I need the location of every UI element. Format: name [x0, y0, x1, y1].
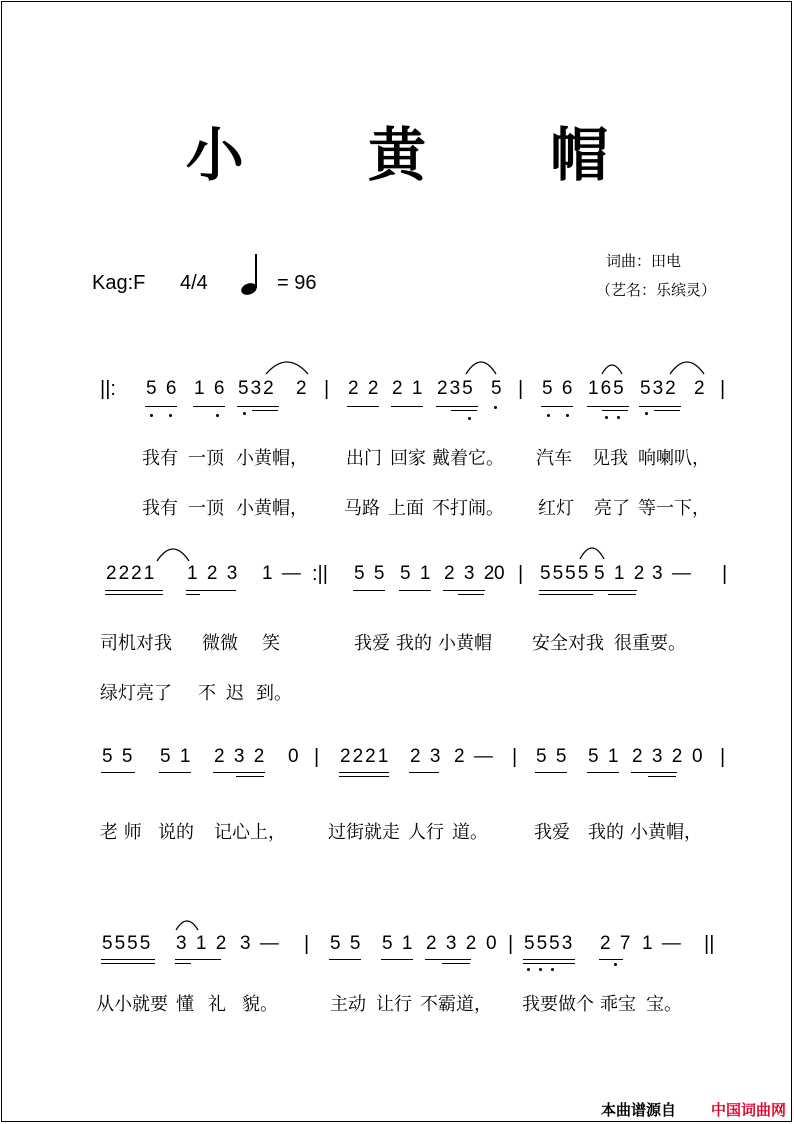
bar-line: | — [508, 933, 514, 955]
lyric-word: 很重要。 — [614, 633, 686, 654]
lyric-word: 迟 — [226, 683, 244, 704]
lyric-word: 马路 — [344, 498, 380, 519]
lyric-word: 过街就走 — [328, 822, 400, 843]
lyric-word: 人行 — [408, 822, 444, 843]
lyric-word: 亮了 — [594, 498, 630, 519]
note-group: 165 — [588, 378, 626, 399]
lyric-word: 一顶 — [188, 448, 224, 469]
lyric-word: 上面 — [388, 498, 424, 519]
note-group: 5 5 — [102, 746, 135, 767]
note-group: 2 — [694, 378, 707, 399]
note-group: 5 1 — [160, 746, 193, 767]
lyric-word: 小黄帽， — [236, 448, 308, 469]
lyric-word: 不 — [198, 683, 216, 704]
lyric-word: 笑 — [262, 633, 280, 654]
lyric-word: 从小就要 — [96, 994, 168, 1015]
note-group: 5 6 — [542, 378, 575, 399]
note-group: 0 — [692, 746, 705, 767]
lyric-word: 汽车 — [536, 448, 572, 469]
lyric-word: 我要做个 — [522, 994, 594, 1015]
lyric-word: 安全对我 — [532, 633, 604, 654]
lyric-word: 到。 — [256, 683, 292, 704]
footer-site-link[interactable]: 中国词曲网 — [710, 1101, 786, 1119]
note-group: 5 1 2 — [594, 563, 647, 584]
lyric-word: 回家 — [390, 448, 426, 469]
credit-author: 词曲：田电 — [606, 252, 682, 270]
bar-line: | — [304, 933, 310, 955]
note-group: 235 — [437, 378, 475, 399]
repeat-start: ||: — [100, 378, 116, 400]
lyric-word: 说的 — [158, 822, 194, 843]
bar-line: | — [512, 746, 518, 768]
note-group: 2221 — [340, 746, 391, 767]
note-group: 2 3 2 — [214, 746, 267, 767]
note-group: 532 — [238, 378, 276, 399]
note-group: 5555 — [102, 933, 153, 954]
lyric-word: 让行 — [376, 994, 412, 1015]
lyric-word: 我有 — [142, 498, 178, 519]
note-group: 1 6 — [194, 378, 227, 399]
lyric-word: 小黄帽， — [236, 498, 308, 519]
lyric-word: 微微 — [202, 633, 238, 654]
note-group: 2 2 — [348, 378, 381, 399]
lyric-word: 等一下， — [638, 498, 710, 519]
lyric-word: 不打闹。 — [432, 498, 504, 519]
note-group: 5555 — [540, 563, 591, 584]
note-group: 1 2 3 — [187, 563, 240, 584]
bar-line: | — [518, 563, 524, 585]
lyric-word: 礼 — [208, 994, 226, 1015]
lyric-word: 司机对我 — [100, 633, 172, 654]
note-group: 532 — [640, 378, 678, 399]
bar-line: | — [720, 378, 726, 400]
note-group: 5 5 — [330, 933, 363, 954]
note-group: 5553 — [524, 933, 575, 954]
bar-line: | — [314, 746, 320, 768]
lyric-word: 我爱 — [534, 822, 570, 843]
note-group: 3 1 2 — [176, 933, 229, 954]
note-group: 5 5 — [536, 746, 569, 767]
note-group: 5 6 — [146, 378, 179, 399]
bar-line: | — [720, 746, 726, 768]
bar-line: | — [324, 378, 330, 400]
lyric-word: 绿灯亮了 — [100, 683, 172, 704]
note-group: 0 — [494, 563, 507, 584]
lyric-word: 我的 — [588, 822, 624, 843]
note-group: 3 — — [652, 563, 693, 584]
note-group: 3 — — [240, 933, 281, 954]
note-group: 2 3 — [410, 746, 443, 767]
note-group: 2221 — [106, 563, 157, 584]
song-title: 小 黄 帽 — [185, 121, 661, 189]
note-group: 0 — [288, 746, 301, 767]
note-group: 5 1 — [588, 746, 621, 767]
bar-line: | — [518, 378, 524, 400]
note-group: 2 — [296, 378, 309, 399]
lyric-word: 响喇叭， — [638, 448, 710, 469]
note-group: 1 — — [642, 933, 683, 954]
note-group: 5 5 — [354, 563, 387, 584]
lyric-word: 小黄帽， — [630, 822, 702, 843]
lyric-word: 貌。 — [242, 994, 278, 1015]
lyric-word: 红灯 — [538, 498, 574, 519]
note-group: 5 — [491, 378, 504, 399]
note-group: 1 — — [262, 563, 303, 584]
note-group: 2 3 2 — [444, 563, 497, 584]
lyric-word: 我的 — [396, 633, 432, 654]
lyric-word: 记心上， — [214, 822, 286, 843]
final-bar: || — [704, 933, 715, 955]
lyric-word: 乖宝 — [600, 994, 636, 1015]
half-note-icon — [240, 252, 270, 298]
lyric-word: 不霸道， — [420, 994, 492, 1015]
lyric-word: 一顶 — [188, 498, 224, 519]
note-group: 2 3 2 — [632, 746, 685, 767]
bar-line: | — [722, 563, 728, 585]
note-group: 2 — — [454, 746, 495, 767]
lyric-word: 懂 — [176, 994, 194, 1015]
key-signature: Kag:F — [92, 272, 146, 294]
note-group: 2 7 — [600, 933, 633, 954]
lyric-word: 见我 — [592, 448, 628, 469]
tempo-value: = 96 — [277, 272, 317, 294]
lyric-word: 道。 — [452, 822, 488, 843]
repeat-end: :|| — [312, 563, 328, 585]
lyric-word: 戴着它。 — [432, 448, 504, 469]
lyric-word: 小黄帽 — [438, 633, 492, 654]
credit-alias: （艺名：乐缤灵） — [596, 281, 717, 299]
time-signature: 4/4 — [180, 272, 208, 294]
lyric-word: 宝。 — [646, 994, 682, 1015]
lyric-word: 我爱 — [354, 633, 390, 654]
note-group: 5 1 — [400, 563, 433, 584]
note-group: 0 — [486, 933, 499, 954]
lyric-word: 我有 — [142, 448, 178, 469]
note-group: 2 1 — [392, 378, 425, 399]
lyric-word: 老 师 — [100, 822, 142, 843]
footer-source-label: 本曲谱源自 — [600, 1101, 676, 1119]
note-group: 2 3 2 — [426, 933, 479, 954]
lyric-word: 主动 — [330, 994, 366, 1015]
note-group: 5 1 — [382, 933, 415, 954]
lyric-word: 出门 — [346, 448, 382, 469]
